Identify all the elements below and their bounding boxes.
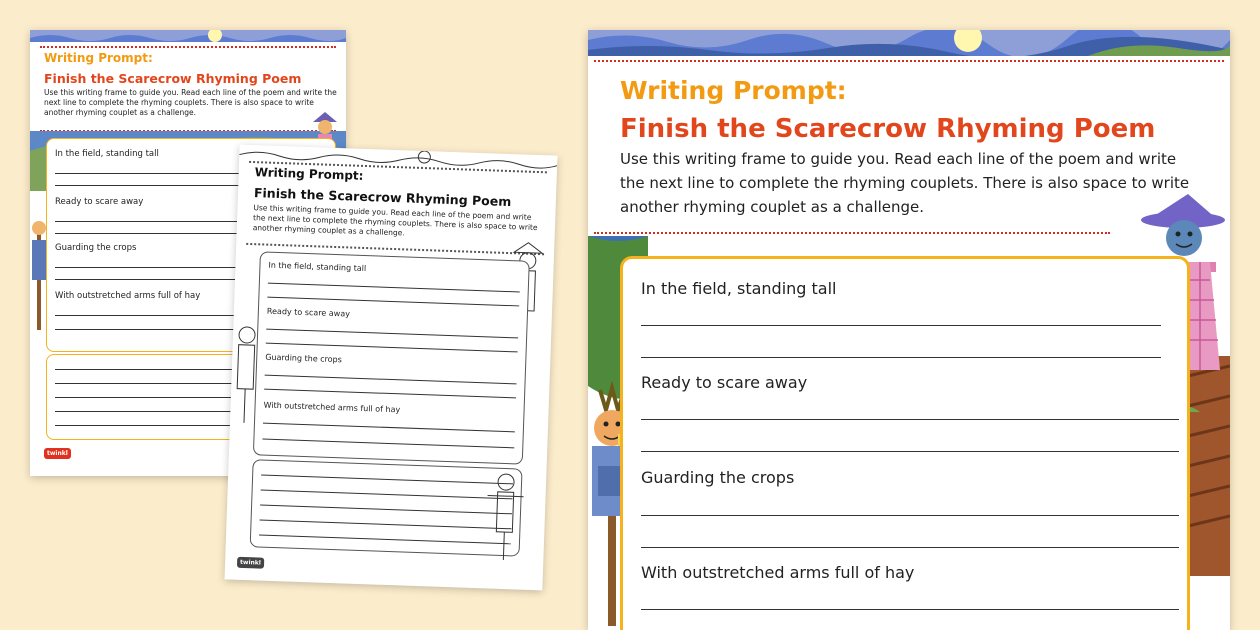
sky-banner bbox=[30, 30, 346, 42]
prompt-line-2: Ready to scare away bbox=[641, 373, 808, 392]
writing-line bbox=[259, 534, 511, 544]
writing-line bbox=[260, 505, 512, 515]
prompt-line-1: In the field, standing tall bbox=[268, 260, 367, 274]
writing-line bbox=[641, 325, 1161, 326]
title: Finish the Scarecrow Rhyming Poem bbox=[253, 185, 512, 210]
title: Finish the Scarecrow Rhyming Poem bbox=[44, 71, 302, 86]
intro-text: Use this writing frame to guide you. Read each line of the poem and write the next line to complete the rhyming couplets. There is also space to write another rhyming couplet as a challenge. bbox=[620, 150, 1190, 216]
prompt-line-1: In the field, standing tall bbox=[55, 149, 159, 159]
scarecrow-illustration bbox=[483, 465, 526, 562]
heading: Writing Prompt: bbox=[620, 76, 847, 105]
prompt-line-4: With outstretched arms full of hay bbox=[641, 563, 915, 582]
writing-line bbox=[641, 609, 1179, 610]
challenge-frame bbox=[250, 459, 523, 556]
heading: Writing Prompt: bbox=[254, 165, 364, 183]
writing-line bbox=[641, 451, 1179, 452]
worksheet-main bbox=[588, 30, 1230, 630]
prompt-line-4: With outstretched arms full of hay bbox=[55, 291, 201, 301]
intro-text: Use this writing frame to guide you. Read each line of the poem and write the next line to complete the rhyming couplets. There is also space to write another rhyming couplet as a challenge. bbox=[252, 203, 538, 238]
prompt-line-2: Ready to scare away bbox=[266, 306, 351, 319]
writing-line bbox=[265, 375, 517, 385]
writing-line bbox=[260, 520, 512, 530]
writing-line bbox=[267, 297, 519, 307]
intro-text: Use this writing frame to guide you. Read each line of the poem and write the next line to complete the rhyming couplets. There is also space to write another rhyming couplet as a challenge. bbox=[44, 88, 337, 117]
writing-frame bbox=[620, 256, 1190, 630]
writing-line bbox=[261, 475, 513, 485]
prompt-line-3: Guarding the crops bbox=[265, 352, 343, 365]
writing-line bbox=[641, 419, 1179, 420]
writing-line bbox=[264, 389, 516, 399]
dotted-border bbox=[594, 232, 1110, 234]
writing-line bbox=[262, 439, 514, 449]
prompt-line-2: Ready to scare away bbox=[55, 197, 144, 207]
prompt-line-4: With outstretched arms full of hay bbox=[263, 400, 401, 415]
worksheet-thumbnail-bw bbox=[225, 145, 558, 591]
writing-frame bbox=[253, 251, 530, 464]
writing-line bbox=[641, 547, 1179, 548]
dotted-border bbox=[40, 46, 336, 48]
sky-banner bbox=[588, 30, 1230, 56]
writing-line bbox=[641, 515, 1179, 516]
prompt-line-3: Guarding the crops bbox=[641, 468, 795, 487]
prompt-line-1: In the field, standing tall bbox=[641, 279, 837, 298]
prompt-line-3: Guarding the crops bbox=[55, 243, 137, 253]
heading: Writing Prompt: bbox=[44, 51, 153, 65]
writing-line bbox=[266, 343, 518, 353]
writing-line bbox=[266, 329, 518, 339]
twinkl-logo: twinkl bbox=[44, 448, 71, 459]
writing-line bbox=[268, 283, 520, 293]
writing-line bbox=[263, 423, 515, 433]
title: Finish the Scarecrow Rhyming Poem bbox=[620, 114, 1156, 144]
dotted-border bbox=[594, 60, 1224, 62]
twinkl-logo: twinkl bbox=[237, 557, 264, 569]
writing-line bbox=[261, 490, 513, 500]
writing-line bbox=[641, 357, 1161, 358]
